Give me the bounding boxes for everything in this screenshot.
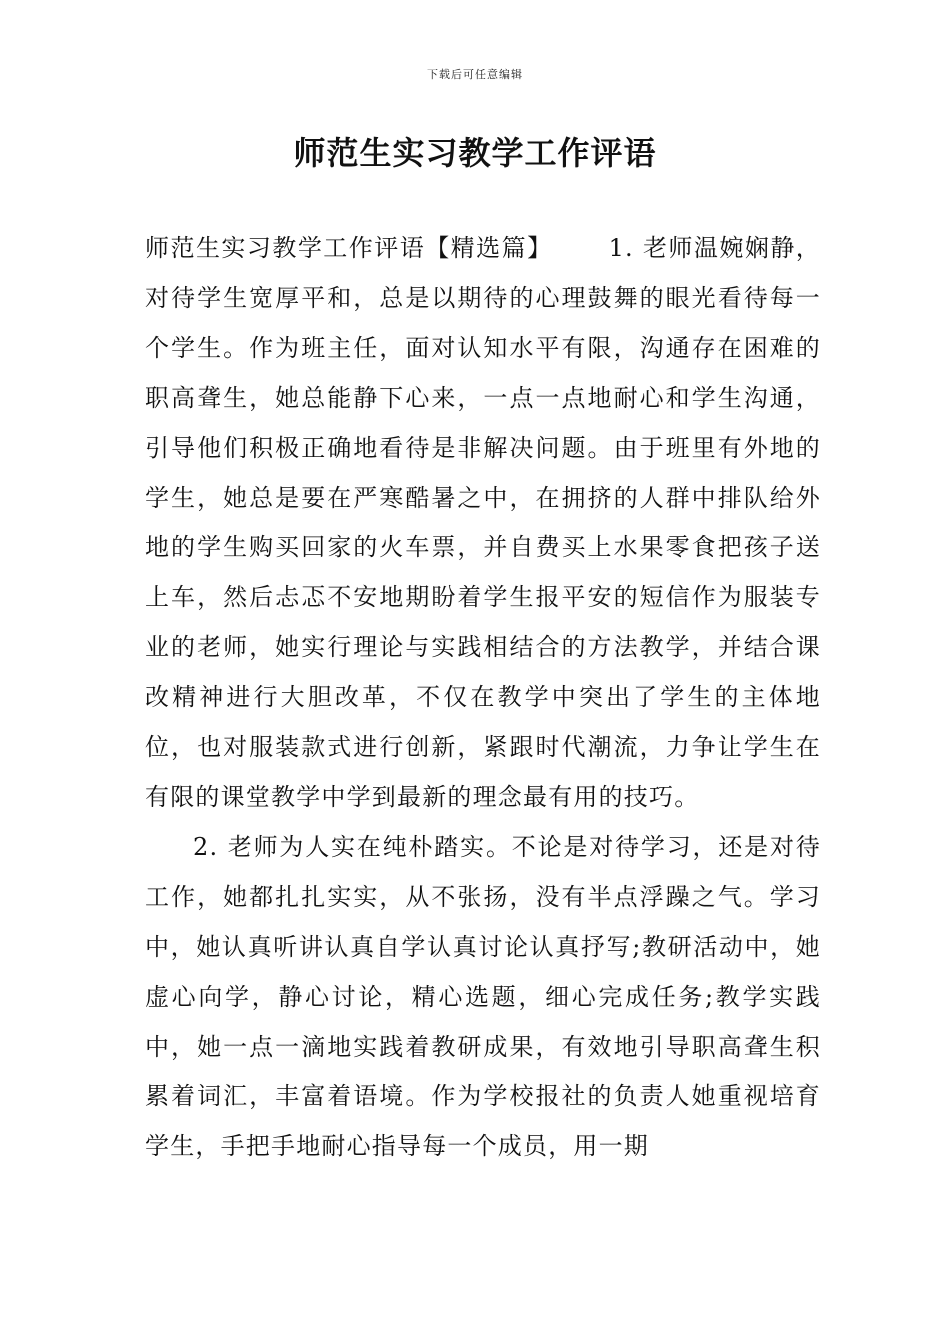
paragraph-1-lead: 师范生实习教学工作评语【精选篇】 [145, 234, 553, 262]
header-note: 下载后可任意编辑 [427, 68, 523, 81]
paragraph-1-body: 1. 老师温婉娴静，对待学生宽厚平和，总是以期待的心理鼓舞的眼光看待每一个学生。作为班主任，面对认知水平有限，沟通存在困难的职高聋生，她总能静下心来，一点一点地耐心和学生沟通，引导他们积极正确地看待是非解决问题。由于班里有外地的学生，她总是要在严寒酷暑之中，在拥挤的人群中排队给外地的学生购买回家的火车票，并自费买上水果零食把孩子送上车，然后忐忑不安地期盼着学生报平安的短信作为服装专业的老师，她实行理论与实践相结合的方法教学，并结合课改精神进行大胆改革，不仅在教学中突出了学生的主体地位，也对服装款式进行创新，紧跟时代潮流，力争让学生在有限的课堂教学中学到最新的理念最有用的技巧。 [145, 234, 821, 811]
document-body [145, 224, 821, 1172]
document-title: 师范生实习教学工作评语 [293, 134, 657, 172]
paragraph-2: 2. 老师为人实在纯朴踏实。不论是对待学习，还是对待工作，她都扎扎实实，从不张扬，没有半点浮躁之气。学习中，她认真听讲认真自学认真讨论认真抒写;教研活动中，她虚心向学，静心讨论，精心选题，细心完成任务;教学实践中，她一点一滴地实践着教研成果，有效地引导职高聋生积累着词汇，丰富着语境。作为学校报社的负责人她重视培育学生，手把手地耐心指导每一个成员，用一期 [145, 832, 821, 1161]
paragraph-1 [145, 224, 821, 823]
